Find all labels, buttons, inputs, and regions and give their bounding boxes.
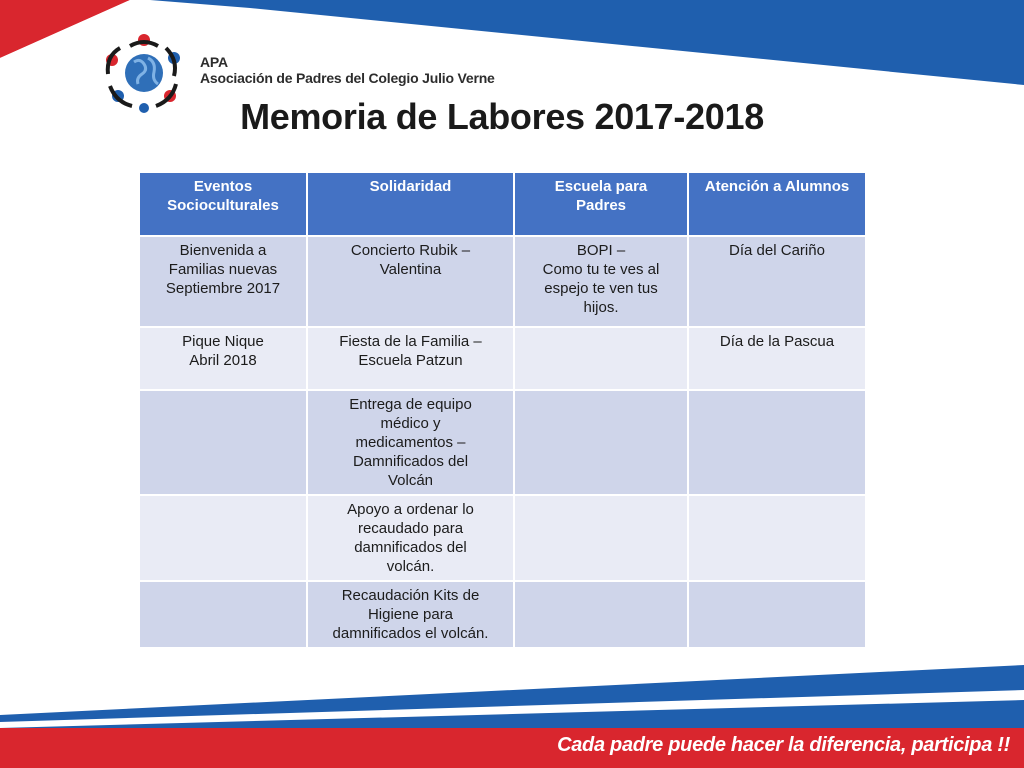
table-cell: Fiesta de la Familia – Escuela Patzun <box>307 327 514 390</box>
table-cell: Entrega de equipo médico y medicamentos – Damnificados del Volcán <box>307 390 514 495</box>
table-cell: Apoyo a ordenar lo recaudado para damnificados del volcán. <box>307 495 514 581</box>
table-row <box>139 390 866 495</box>
org-short-name: APA <box>200 54 228 70</box>
table-row <box>139 581 866 648</box>
table-row <box>139 327 866 390</box>
table-cell <box>514 495 688 581</box>
table-row <box>139 495 866 581</box>
table-cell <box>688 581 866 648</box>
table-cell: Recaudación Kits de Higiene para damnificados el volcán. <box>307 581 514 648</box>
activities-table <box>138 171 867 649</box>
column-header-escuela: Escuela para Padres <box>514 172 688 236</box>
table-cell: Día de la Pascua <box>688 327 866 390</box>
table-cell <box>514 390 688 495</box>
table-cell <box>139 495 307 581</box>
table-cell: Bienvenida a Familias nuevas Septiembre 2017 <box>139 236 307 327</box>
organization-name <box>200 54 495 86</box>
table-cell: Pique Nique Abril 2018 <box>139 327 307 390</box>
table-cell <box>688 495 866 581</box>
table-cell <box>139 581 307 648</box>
table-header-row <box>139 172 866 236</box>
table-cell: BOPI – Como tu te ves al espejo te ven tus hijos. <box>514 236 688 327</box>
column-header-atencion: Atención a Alumnos <box>688 172 866 236</box>
table-cell: Concierto Rubik – Valentina <box>307 236 514 327</box>
table-cell <box>514 581 688 648</box>
table-row <box>139 236 866 327</box>
table-cell <box>514 327 688 390</box>
table-cell <box>139 390 307 495</box>
org-full-name: Asociación de Padres del Colegio Julio Verne <box>200 70 495 86</box>
column-header-solidaridad: Solidaridad <box>307 172 514 236</box>
table-cell <box>688 390 866 495</box>
column-header-eventos: Eventos Socioculturales <box>139 172 307 236</box>
page-title: Memoria de Labores 2017-2018 <box>240 96 764 137</box>
footer-slogan: Cada padre puede hacer la diferencia, participa !! <box>557 734 1010 756</box>
table-cell: Día del Cariño <box>688 236 866 327</box>
